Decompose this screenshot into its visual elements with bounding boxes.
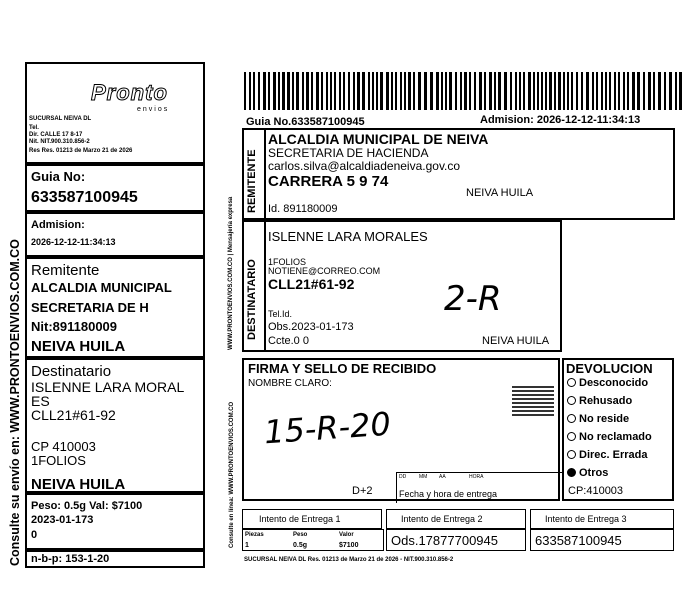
firma-title: FIRMA Y SELLO DE RECIBIDO: [248, 361, 437, 376]
barcode-bar: [533, 72, 535, 110]
barcode-bar: [528, 72, 531, 110]
guia-bottom-number: 633587100945: [535, 533, 622, 548]
intento-3: [530, 509, 674, 529]
barcode-bar: [460, 72, 462, 110]
barcode-bar: [282, 72, 285, 110]
barcode-bar: [558, 72, 561, 110]
barcode-bar: [489, 72, 492, 110]
firma-block: [242, 358, 560, 501]
stub-side-text: Consulte su envío en: WWW.PRONTOENVIOS.COM.CO: [8, 239, 22, 566]
peso-value: 0.5g: [293, 542, 308, 549]
dest-email: NOTIENE@CORREO.COM: [268, 266, 381, 276]
barcode-bar: [302, 72, 304, 110]
barcode-bar: [376, 72, 378, 110]
stub-peso-box: [25, 493, 205, 550]
piezas-box: [242, 529, 384, 551]
barcode-bar: [278, 72, 280, 110]
stub-remitente-box: [25, 257, 205, 358]
devolucion-option[interactable]: [567, 378, 648, 389]
barcode-bar: [445, 72, 447, 110]
radio-empty-icon[interactable]: [567, 432, 576, 441]
barcode-bar: [449, 72, 452, 110]
barcode-bar: [343, 72, 345, 110]
stub-admision-label: Admision:: [31, 219, 85, 231]
devolucion-option[interactable]: [567, 414, 629, 425]
stub-peso: Peso: 0.5g Val: $7100: [31, 500, 143, 512]
barcode-bar: [326, 72, 328, 110]
logo-text: Pronto: [91, 80, 168, 105]
aa-label: AA: [439, 474, 446, 480]
barcode-bar: [408, 72, 411, 110]
barcode-bar: [567, 72, 569, 110]
stub-res: Res Res. 01213 de Marzo 21 de 2026: [29, 148, 133, 154]
barcode-bar: [287, 72, 290, 110]
dest-address: CLL21#61-92: [268, 276, 355, 292]
devolucion-option[interactable]: [567, 396, 632, 407]
handwriting-note: 2-R: [444, 279, 502, 319]
barcode-bar: [263, 72, 266, 110]
devolucion-block: [562, 358, 674, 501]
rem-name: ALCALDIA MUNICIPAL DE NEIVA: [268, 131, 489, 147]
stub-remitente-label: Remitente: [31, 262, 100, 279]
signature-handwriting: 15-R-20: [262, 404, 392, 452]
barcode-bar: [464, 72, 467, 110]
devolucion-option[interactable]: [567, 468, 608, 479]
barcode-bar: [601, 72, 603, 110]
barcode-bar: [623, 72, 625, 110]
radio-checked-icon[interactable]: [567, 468, 576, 477]
dest-tel: Tel.Id.: [268, 309, 293, 319]
barcode-bar: [430, 72, 433, 110]
barcode-bar: [675, 72, 677, 110]
barcode-bar: [418, 72, 421, 110]
stub-dest-line1: ISLENNE LARA MORAL: [31, 379, 185, 395]
barcode-bar: [586, 72, 589, 110]
barcode-bar: [455, 72, 457, 110]
stub-destinatario-label: Destinatario: [31, 363, 112, 380]
barcode-bar: [618, 72, 620, 110]
stub-admision-box: [25, 212, 205, 257]
barcode-bar: [386, 72, 389, 110]
devolucion-option-label: No reclamado: [579, 431, 652, 443]
intento-3-label: Intento de Entrega 3: [545, 514, 627, 524]
barcode-bar: [273, 72, 276, 110]
d2-label: D+2: [352, 485, 373, 497]
destinatario-block: [242, 220, 562, 352]
piezas-label: Piezas: [245, 532, 264, 538]
stub-admision-value: 2026-12-12-11:34:13: [31, 237, 116, 247]
ods-number: Ods.17877700945: [391, 533, 498, 548]
main-admision-line: Admision: 2026-12-12-11:34:13: [480, 114, 641, 126]
devolucion-option-label: Desconocido: [579, 377, 649, 389]
stub-nit: Nit. NIT.900.310.856-2: [29, 139, 90, 145]
stub-remitente-line1: ALCALDIA MUNICIPAL: [31, 280, 172, 295]
barcode-bar: [372, 72, 374, 110]
barcode-bar: [244, 72, 246, 110]
barcode-bar: [296, 72, 299, 110]
guia-bottom-box: [530, 529, 674, 551]
valor-label: Valor: [339, 532, 354, 538]
barcode-bar: [515, 72, 517, 110]
barcode-bar: [571, 72, 573, 110]
stub-guia-number: 633587100945: [31, 189, 138, 206]
main-guia-line: Guia No.633587100945: [246, 116, 365, 128]
dest-name: ISLENNE LARA MORALES: [268, 229, 428, 244]
barcode-bar: [334, 72, 336, 110]
devolucion-option[interactable]: [567, 432, 652, 443]
barcode-bar: [596, 72, 598, 110]
barcode-bar: [413, 72, 415, 110]
devolucion-option-label: Direc. Errada: [579, 449, 648, 461]
barcode-bar: [648, 72, 651, 110]
stub-fecha: 2023-01-173: [31, 514, 94, 526]
intento-1: [242, 509, 382, 529]
radio-empty-icon[interactable]: [567, 378, 576, 387]
stub-footer: n-b-p: 153-1-20: [31, 553, 110, 565]
stub-dest-city: NEIVA HUILA: [31, 476, 126, 493]
stub-guia-label: Guia No:: [31, 169, 86, 184]
barcode-bar: [637, 72, 640, 110]
remitente-tab: [244, 130, 266, 218]
rem-email: carlos.silva@alcaldiadeneiva.gov.co: [268, 159, 461, 173]
barcode-bar: [541, 72, 543, 110]
barcode-bar: [474, 72, 476, 110]
barcode-bar: [653, 72, 655, 110]
barcode-bar: [627, 72, 629, 110]
barcode-bar: [519, 72, 521, 110]
barcode-bar: [311, 72, 313, 110]
stub-tel: Tel.: [29, 125, 39, 131]
stub-dest-folios: 1FOLIOS: [31, 453, 86, 468]
bottom-row: [242, 529, 674, 551]
barcode-bar: [484, 72, 486, 110]
rem-id: Id. 891180009: [268, 203, 338, 215]
barcode-bar: [469, 72, 471, 110]
remitente-tab-label: REMITENTE: [246, 149, 258, 213]
stub-dest-address: CLL21#61-92: [31, 407, 116, 423]
stub-dest-cp: CP 410003: [31, 439, 96, 454]
rem-city: NEIVA HUILA: [466, 187, 534, 199]
barcode-bar: [400, 72, 402, 110]
barcode-bar: [348, 72, 350, 110]
ods-box: [386, 529, 526, 551]
valor-value: $7100: [339, 542, 359, 549]
stub-remitente-nit: Nit:891180009: [31, 319, 118, 334]
dest-ccte: Ccte.0 0: [268, 335, 309, 347]
intento-2-label: Intento de Entrega 2: [401, 514, 483, 524]
barcode-bar: [504, 72, 507, 110]
barcode-bar: [339, 72, 341, 110]
barcode-bar: [679, 72, 682, 110]
barcode-bar: [357, 72, 360, 110]
barcode-bar: [576, 72, 578, 110]
barcode-bar: [494, 72, 496, 110]
barcode-bar: [669, 72, 672, 110]
main-side-text: WWW.PRONTOENVIOS.COM.CO | Mensajería expresa: [228, 196, 234, 350]
barcode-bar: [545, 72, 547, 110]
stub-remitente-city: NEIVA HUILA: [31, 338, 126, 355]
barcode-bar: [537, 72, 539, 110]
barcode-bar: [424, 72, 427, 110]
barcode-bar: [316, 72, 319, 110]
rem-address: CARRERA 5 9 74: [268, 173, 389, 190]
barcode-bar: [441, 72, 443, 110]
logo-subtext: envios: [137, 106, 170, 113]
barcode-bar: [268, 72, 270, 110]
destinatario-tab: [244, 222, 266, 350]
barcode-bar: [664, 72, 666, 110]
peso-label: Peso: [293, 532, 308, 538]
barcode-bar: [395, 72, 397, 110]
devolucion-option[interactable]: [567, 450, 647, 461]
hora-label: HORA: [469, 474, 484, 480]
devolucion-title: DEVOLUCION: [566, 361, 653, 376]
barcode-bar: [605, 72, 607, 110]
stub-destinatario-box: [25, 358, 205, 493]
stub-branch: SUCURSAL NEIVA DL: [29, 116, 92, 122]
main-footer: SUCURSAL NEIVA DL Res. 01213 de Marzo 21 de 2026 - NIT.900.310.856-2: [244, 557, 454, 563]
stub-zero: 0: [31, 529, 38, 541]
barcode-bar: [362, 72, 365, 110]
barcode-bar: [592, 72, 594, 110]
barcode-bar: [391, 72, 393, 110]
barcode-bar: [643, 72, 645, 110]
barcode-bar: [258, 72, 260, 110]
barcode-bar: [380, 72, 383, 110]
stub-dir: Dir. CALLE 17 8-17: [29, 132, 83, 138]
barcode-bar: [292, 72, 294, 110]
barcode: [244, 72, 680, 110]
barcode-bar: [404, 72, 406, 110]
intento-1-label: Intento de Entrega 1: [259, 514, 341, 524]
stub-guia-box: [25, 164, 205, 212]
barcode-bar: [498, 72, 501, 110]
dest-obs: Obs.2023-01-173: [268, 321, 354, 333]
stub-dest-line2: ES: [31, 393, 50, 409]
barcode-bar: [368, 72, 370, 110]
barcode-bar: [353, 72, 355, 110]
nombre-claro: NOMBRE CLARO:: [248, 378, 332, 389]
barcode-bar: [330, 72, 332, 110]
dd-label: DD: [399, 474, 407, 480]
logo: [69, 82, 199, 112]
barcode-bar: [436, 72, 439, 110]
stub-header-box: [25, 62, 205, 164]
piezas-value: 1: [245, 542, 249, 549]
radio-empty-icon[interactable]: [567, 414, 576, 423]
barcode-bar: [554, 72, 556, 110]
barcode-bar: [632, 72, 635, 110]
barcode-bar: [249, 72, 251, 110]
remitente-block: [242, 128, 675, 220]
stamp-mark: [512, 386, 554, 416]
devolucion-option-label: Otros: [579, 467, 609, 479]
destinatario-tab-label: DESTINATARIO: [246, 259, 258, 340]
devolucion-cp: CP:410003: [568, 485, 624, 497]
mm-label: MM: [419, 474, 428, 480]
radio-empty-icon[interactable]: [567, 396, 576, 405]
barcode-bar: [549, 72, 552, 110]
radio-empty-icon[interactable]: [567, 450, 576, 459]
dest-city: NEIVA HUILA: [482, 335, 550, 347]
barcode-bar: [479, 72, 482, 110]
barcode-bar: [609, 72, 611, 110]
dest-folios: 1FOLIOS: [268, 257, 307, 267]
stub-footer-box: [25, 550, 205, 568]
firma-side-text: Consulte en línea: WWW.PRONTOENVIOS.COM.CO: [229, 401, 235, 548]
rem-dept: SECRETARIA DE HACIENDA: [268, 146, 429, 160]
devolucion-option-label: Rehusado: [579, 395, 633, 407]
fecha-entrega-box: [396, 472, 563, 503]
barcode-bar: [510, 72, 512, 110]
barcode-bar: [581, 72, 583, 110]
intento-2: [386, 509, 526, 529]
stub-remitente-line2: SECRETARIA DE H: [31, 300, 149, 315]
barcode-bar: [523, 72, 525, 110]
barcode-bar: [658, 72, 661, 110]
fecha-hora-label: Fecha y hora de entrega: [399, 489, 498, 499]
barcode-bar: [614, 72, 616, 110]
intentos-row: [242, 509, 674, 529]
barcode-bar: [306, 72, 309, 110]
barcode-bar: [321, 72, 323, 110]
devolucion-option-label: No reside: [579, 413, 630, 425]
barcode-bar: [253, 72, 255, 110]
barcode-bar: [563, 72, 565, 110]
